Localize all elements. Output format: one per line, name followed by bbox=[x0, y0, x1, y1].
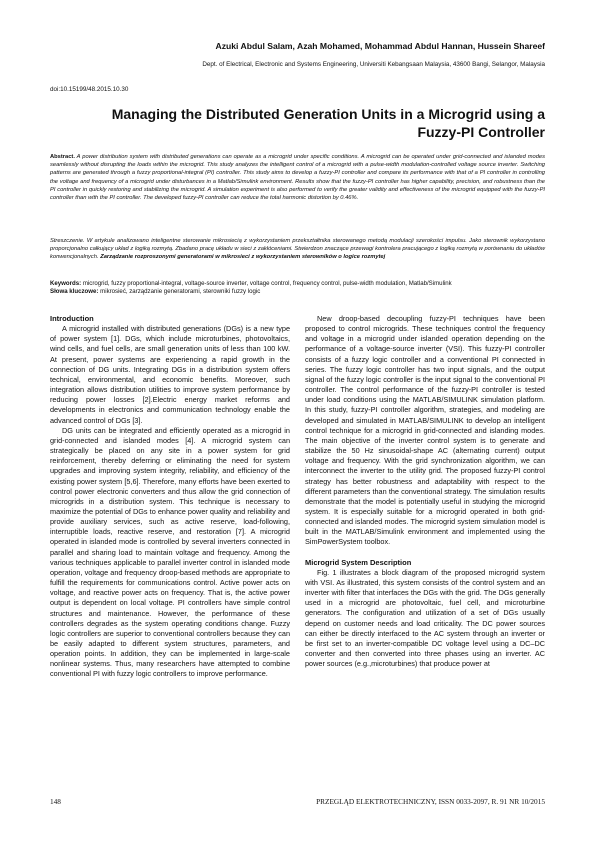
left-column bbox=[50, 314, 290, 680]
keywords-pl-text: mikrosieć, zarządzanie generatorami, sterowniki fuzzy logic bbox=[100, 288, 261, 296]
keywords-label: Keywords: bbox=[50, 280, 82, 287]
streszczenie bbox=[50, 237, 545, 262]
author-list: Azuki Abdul Salam, Azah Mohamed, Mohammad Abdul Hannan, Hussein Shareef bbox=[215, 41, 545, 51]
paper-title: Managing the Distributed Generation Units in a Microgrid using a Fuzzy-PI Controller bbox=[111, 106, 545, 140]
microgrid-description-heading: Microgrid System Description bbox=[305, 557, 412, 567]
intro-heading: Introduction bbox=[50, 314, 94, 323]
keywords-block bbox=[50, 280, 545, 296]
keywords-pl bbox=[50, 288, 545, 296]
intro-paragraph-1: A microgrid installed with distributed generations (DGs) is a new type of power system [1]. DGs, which include microturbines, photovoltaics, wind cells, and fuel cells, are small generation units of less than 100 kW. At present, power systems are experiencing a rapid growth in the connection of DG units. Integrating DGs in a distribution system offers technical, environmental, and economic benefits. Moreover, such integration allows distribution utilities to improve system performance by reducing power losses [2].Electric energy market reforms and developments in electronics and communication technology enable the advanced control of DGs [3]. bbox=[50, 324, 290, 425]
intro-paragraph-2: DG units can be integrated and efficiently operated as a microgrid in grid-connected and islanded modes [4]. A microgrid system can strategically be placed on any site in a power system for grid reinforcement, thereby deferring or eliminating the need for system upgrades and improving system integrity, reliability, and efficiency of the existing power system [5,6]. Therefore, many efforts have been exerted to control power electronic converters and thus allow the grid connection of microgrids in a distribution system. This technique is necessary to maximize the potential of DGs to enhance power quality and reliability and provide auxiliary services, such as active reserve, load-following, interruptible loads, reactive reserve, and restoration [7]. A microgrid operated in islanded mode is controlled by several inverters connected in parallel and sharing load to maintain voltage and frequency. Among the various techniques applicable to parallel inverter control in islanded mode operation, voltage and frequency droop-based methods are appropriate to fulfill the requirements for communications control. Active power acts on voltage, and reactive power acts on frequency. That is, the active power output is dependent on local voltage. PI controllers have simple control structures and maintenance. However, the performance of these controllers degrades as the system operating conditions change. Fuzzy logic controllers are superior to conventional controllers because they can be easily adapted to different system structures, parameters, and operation points. In addition, they can be implemented in large-scale nonlinear systems. Thus, many researchers have attempted to combine conventional PI with fuzzy logic controllers to improve performance. bbox=[50, 425, 290, 679]
streszczenie-text: W artykule analizowano inteligentne sterowanie mikrosiecią z wykorzystaniem przekształtnika sterowanego metodą modulacji szerokości impulsu. Jako sterownik wykorzystano proporcjonalno całkujący układ z logiką rozmytą. Zbadano pracę układu w sieci z zakłóceniami. Stwierdzon znaczące przewagi kontrolera pracującego z logiką rozmytą w porównaniu do układów konwencjonalnych. bbox=[50, 238, 545, 261]
page-number: 148 bbox=[50, 797, 61, 806]
streszczenie-title: Zarządzanie rozproszonymi generatorami w mikrosieci z wykorzystaniem sterowników o logice rozmytej bbox=[100, 254, 386, 261]
microgrid-description-paragraph: Fig. 1 illustrates a block diagram of the proposed microgrid system with VSI. As illustrated, this system consists of the control system and an inverter with filter that interfaces the DGs with the grid. The DGs generally used in a microgrid are photovoltaic, fuel cell, and microturbine generators. The configuration and utilization of a set of DGs usually depend on customer needs and load criticality. The DC power sources can either be directly interfaced to the AC system through an inverter or be first set to an inverter-compatible DC voltage level using a DC–DC converter and then converted into three phases using an inverter. AC power sources (e.g.,microturbines) that produce power at bbox=[305, 567, 545, 669]
journal-citation: PRZEGLĄD ELEKTROTECHNICZNY, ISSN 0033-2097, R. 91 NR 10/2015 bbox=[316, 797, 545, 806]
right-paragraph-1: New droop-based decoupling fuzzy-PI techniques have been proposed to control microgrids. These techniques control the frequency and voltage in a microgrid under islanded operation depending on the performance of a voltage-source inverter (VSI). This fuzzy-PI controller consists of a fuzzy logic controller and a conventional PI connected in series. The fuzzy logic controller has two input signals, and the output signal of the fuzzy logic controller is the input signal to the conventional PI controller. The control performance of the fuzzy-PI controller is tested under load conditions using the MATLAB/SIMULINK simulation platform. In this study, fuzzy-PI controller algorithm, strategies, and modeling are developed and simulated in MATLAB/SIMULINK to develop an intelligent control technique for a microgrid in grid-connected and islanding modes. The main objective of the inverter control system is to generate and stabilize the 50 Hz sinusoidal-shape AC (alternating current) output voltage and frequency. With the grid synchronization algorithm, we can interconnect the inverter to the utility grid. The proposed fuzzy-PI control strategy has better robustness and adaptability with respect to the different parameters than the conventional strategy. The simulation results demonstrate that the model is potentially useful in studying the microgrid system. It is especially suitable for a microgrid operated in both grid-connected and islanded modes. The microgrid system simulation model is built in the MATLAB/Simulink environment and implemented using the SimPowerSystem toolbox. bbox=[305, 314, 545, 547]
right-column bbox=[305, 314, 545, 669]
streszczenie-label: Streszczenie. bbox=[50, 238, 85, 244]
doi: doi:10.15199/48.2015.10.30 bbox=[50, 86, 129, 93]
abstract-label: Abstract. bbox=[50, 154, 75, 160]
abstract bbox=[50, 153, 545, 202]
keywords-pl-label: Słowa kluczowe: bbox=[50, 288, 99, 296]
keywords-text: microgrid, fuzzy proportional-integral, voltage-source inverter, voltage control, frequency control, pulse-width modulation, Matlab/Simulink bbox=[82, 280, 452, 287]
abstract-text: A power distribution system with distributed generations can operate as a microgrid under specific conditions. A microgrid can be operated under grid-connected and islanded modes seamlessly without disrupting the loads within the microgrid. This study analyzes the intelligent control of a microgrid with a pulse-width modulation-controlled voltage source inverter. Switching patterns are generated through a fuzzy proportional-integral (PI) controller. This study aims to develop a fuzzy-PI controller and compare its performance with that of a PI controller in controlling the voltage and frequency of a microgrid under disturbances in a Matlab/Simulink environment. Results show that the fuzzy-PI controller has higher capability, precision, and robustness than the PI controller in quickly restoring and stabilizing the microgrid. A simulation experiment is also performed to verify the greater validity and effectiveness of the microgrid equipped with the fuzzy-PI controller than with the PI controller. The developed fuzzy-PI controller can reduce the total harmonic distortion by 0.46%. bbox=[50, 154, 545, 202]
keywords-en bbox=[50, 280, 545, 288]
affiliation: Dept. of Electrical, Electronic and Systems Engineering, Universiti Kebangsaan Malaysia, 43600 Bangi, Selangor, Malaysia bbox=[202, 61, 545, 68]
